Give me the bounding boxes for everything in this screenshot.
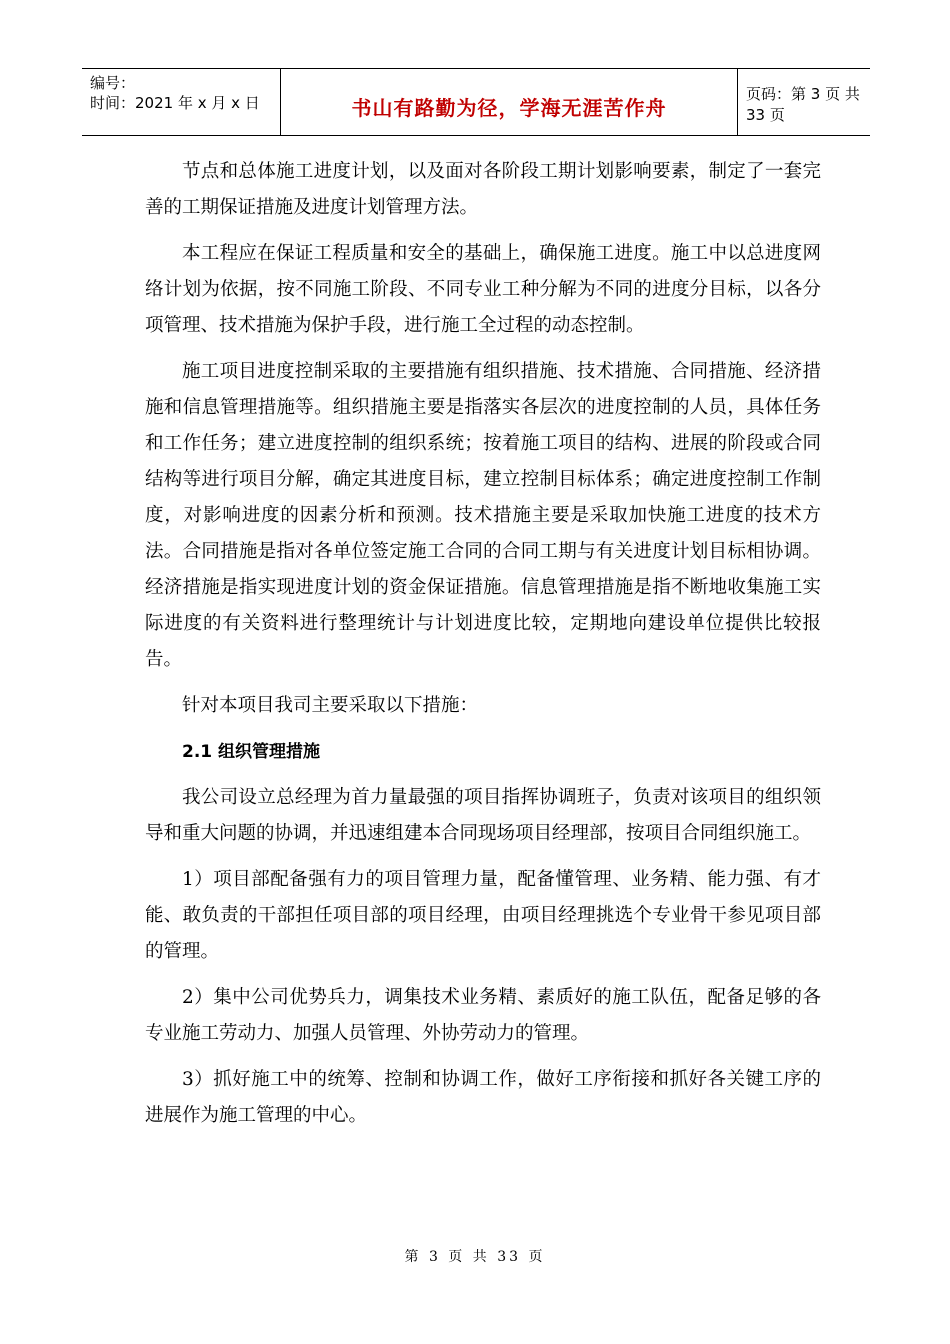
paragraph: 针对本项目我司主要采取以下措施： [182, 695, 479, 716]
header-motto: 书山有路勤为径，学海无涯苦作舟 [280, 69, 738, 135]
paragraph: 本工程应在保证工程质量和安全的基础上，确保施工进度。施工中以总进度网络计划为依据，按不同施工阶段、不同专业工种分解为不同的进度分目标，以各分项管理、技术措施为保护手段，进行施工全过程的动态控制。 [145, 243, 821, 336]
document-body [145, 154, 821, 1144]
page-header [82, 68, 870, 136]
paragraph: 节点和总体施工进度计划，以及面对各阶段工期计划影响要素，制定了一套完善的工期保证措施及进度计划管理方法。 [145, 161, 821, 218]
list-item: 2）集中公司优势兵力，调集技术业务精、素质好的施工队伍，配备足够的各专业施工劳动力、加强人员管理、外协劳动力的管理。 [145, 987, 821, 1044]
section-heading: 2.1 组织管理措施 [182, 742, 321, 762]
page-footer: 第 3 页 共 33 页 [404, 1249, 546, 1265]
section-intro: 我公司设立总经理为首力量最强的项目指挥协调班子，负责对该项目的组织领导和重大问题的协调，并迅速组建本合同现场项目经理部，按项目合同组织施工。 [145, 787, 821, 844]
header-page-info: 页码：第 3 页 共 33 页 [746, 85, 860, 124]
document-number-label: 编号： [90, 74, 136, 92]
paragraph: 施工项目进度控制采取的主要措施有组织措施、技术措施、合同措施、经济措施和信息管理措施等。组织措施主要是指落实各层次的进度控制的人员，具体任务和工作任务；建立进度控制的组织系统；按着施工项目的结构、进展的阶段或合同结构等进行项目分解，确定其进度目标，建立控制目标体系；确定进度控制工作制度，对影响进度的因素分析和预测。技术措施主要是采取加快施工进度的技术方法。合同措施是指对各单位签定施工合同的合同工期与有关进度计划目标相协调。经济措施是指实现进度计划的资金保证措施。信息管理措施是指不断地收集施工实际进度的有关资料进行整理统计与计划进度比较，定期地向建设单位提供比较报告。 [145, 361, 821, 670]
document-date: 时间：2021 年 x 月 x 日 [90, 94, 260, 112]
list-item: 1）项目部配备强有力的项目管理力量，配备懂管理、业务精、能力强、有才能、敢负责的干部担任项目部的项目经理，由项目经理挑选个专业骨干参见项目部的管理。 [145, 869, 821, 962]
list-item: 3）抓好施工中的统筹、控制和协调工作，做好工序衔接和抓好各关键工序的进展作为施工管理的中心。 [145, 1069, 821, 1126]
header-meta [82, 69, 280, 135]
